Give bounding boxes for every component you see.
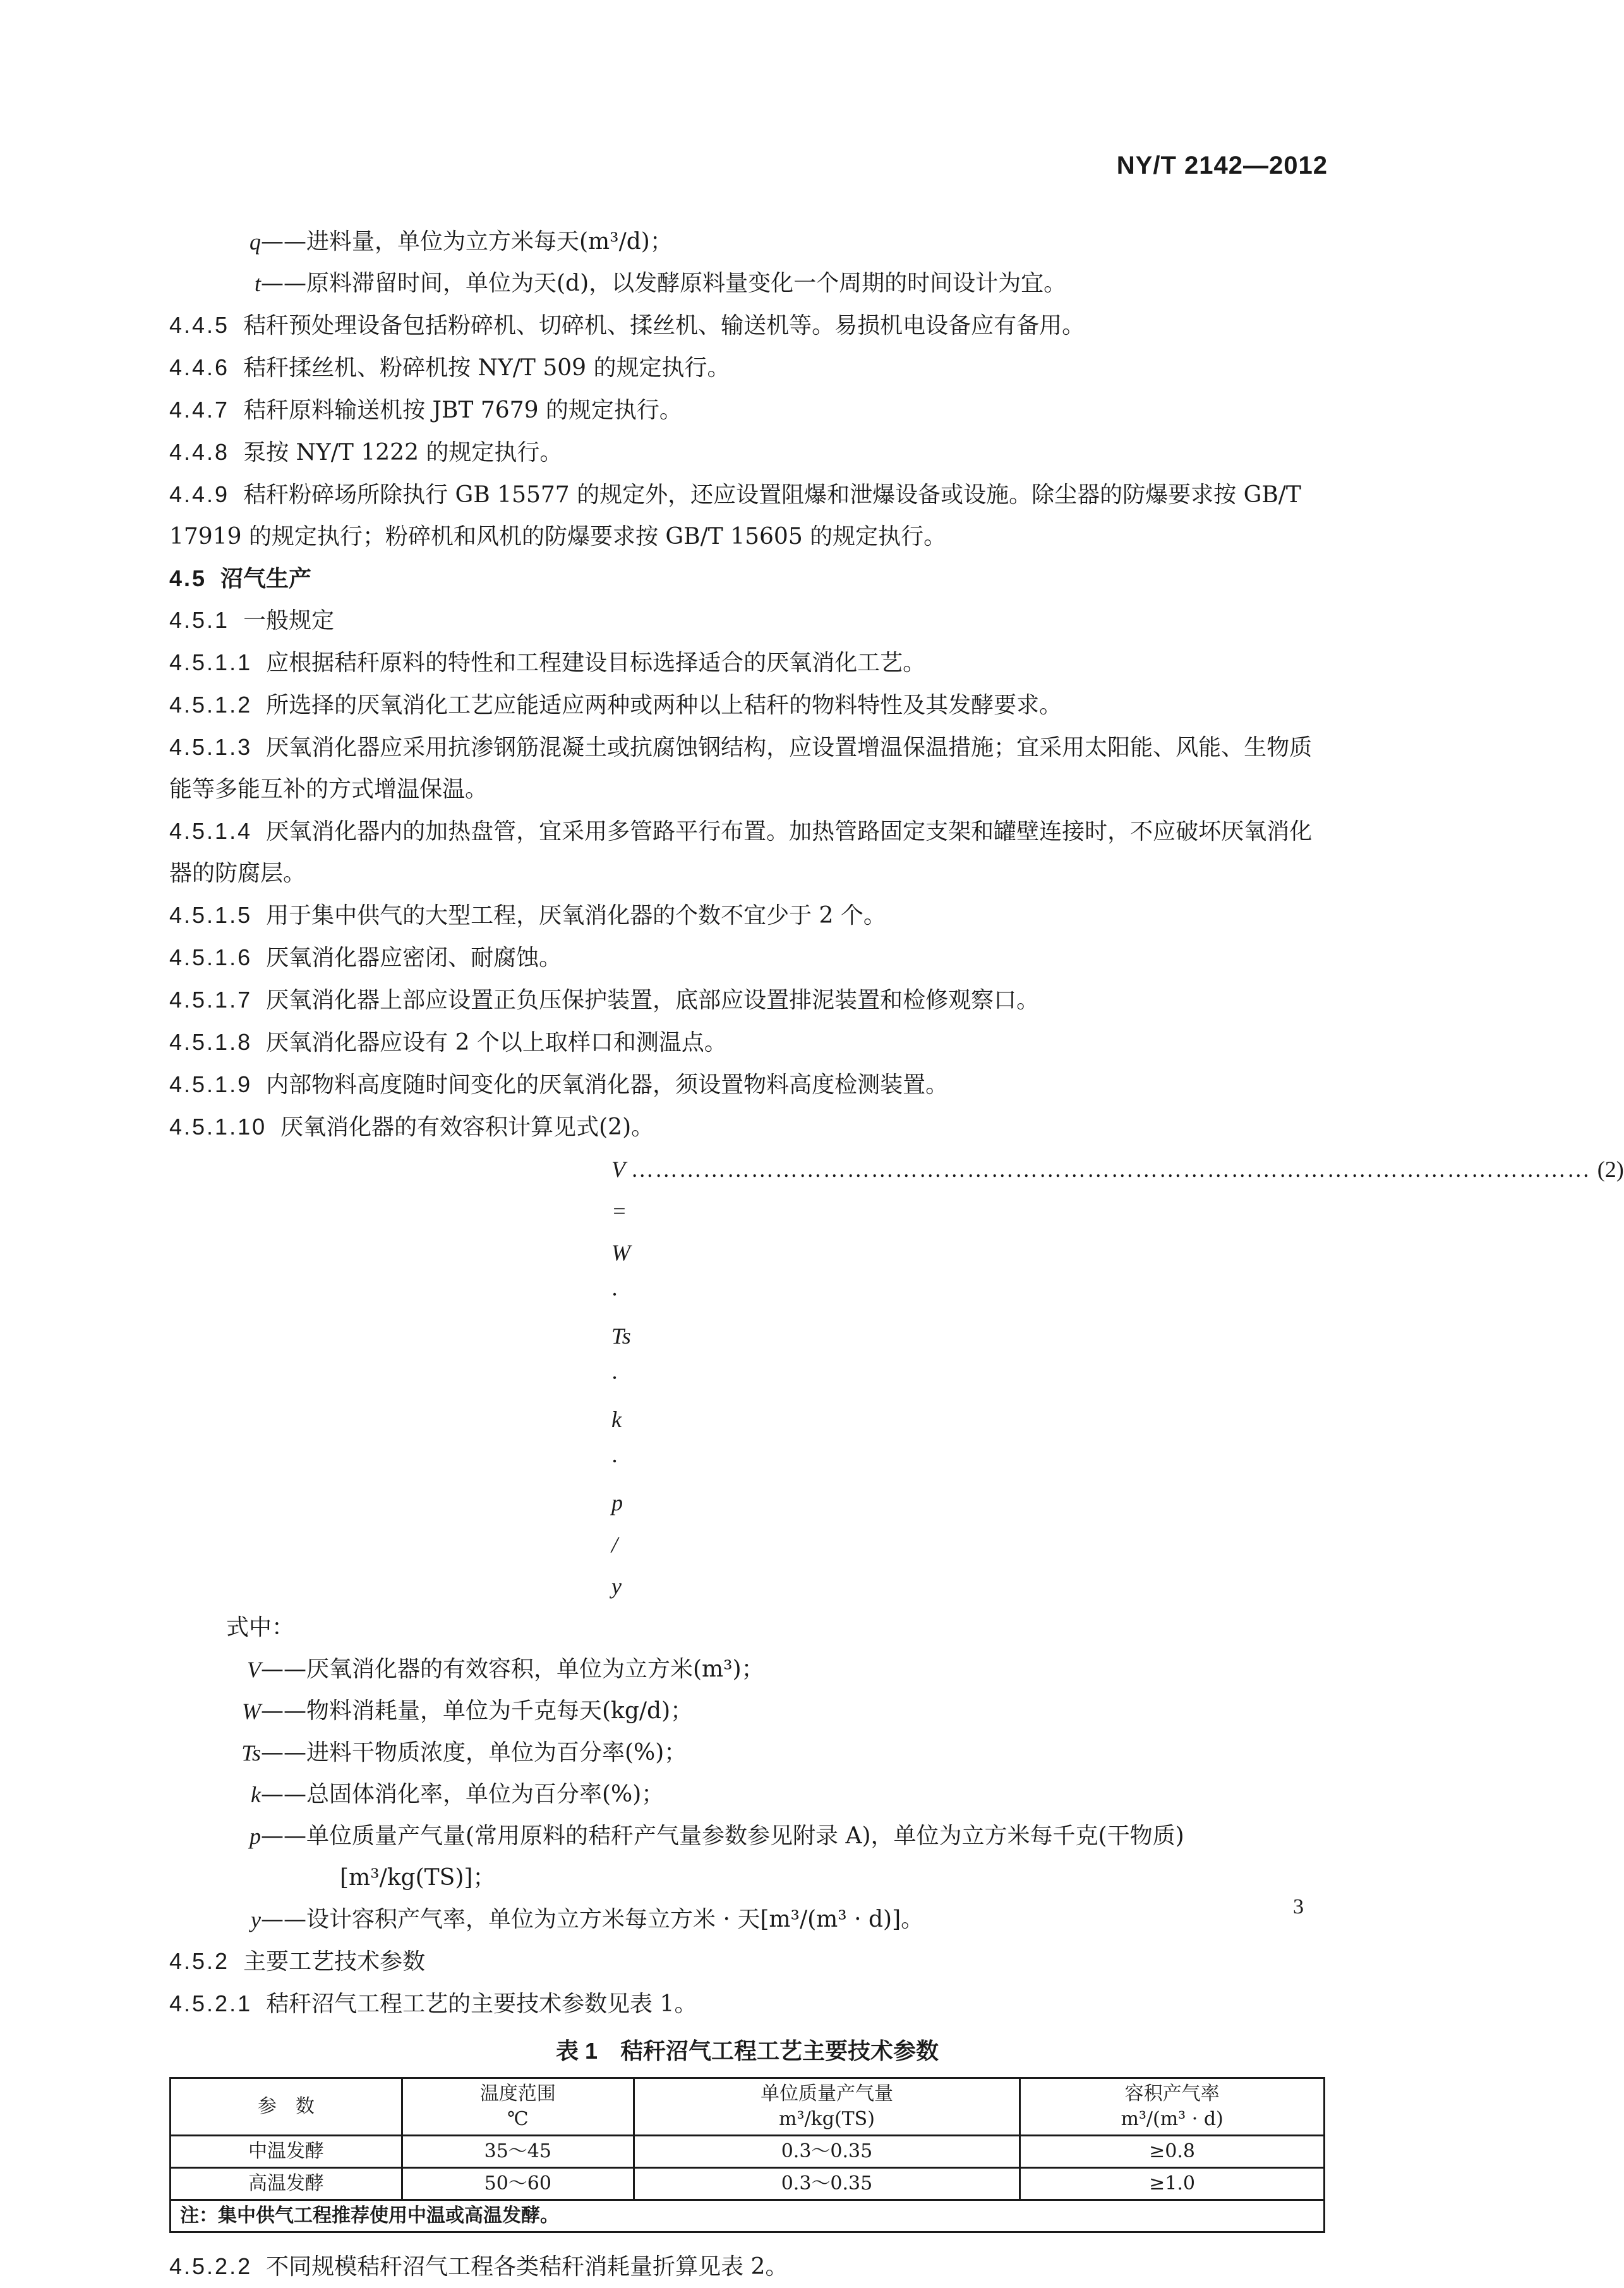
clause-4-5-1 (169, 599, 1325, 642)
definition-text: 物料消耗量，单位为千克每天(kg/d)； (306, 1698, 694, 1724)
clause-4-4-8 (169, 431, 1325, 474)
table-cell: ≥1.0 (1020, 2168, 1325, 2200)
clause-number: 4.4.8 (169, 439, 230, 465)
clause-text: 应根据秸秆原料的特性和工程建设目标选择适合的厌氧消化工艺。 (266, 650, 926, 676)
clause-text: 秸秆粉碎场所除执行 GB 15577 的规定外，还应设置阻爆和泄爆设备或设施。除尘器的防爆要求按 GB/T 17919 的规定执行；粉碎机和风机的防爆要求按 GB/T 15605 的规定执行。 (169, 482, 1301, 550)
clause-text: 不同规模秸秆沼气工程各类秸秆消耗量折算见表 2。 (266, 2254, 788, 2280)
symbol: q (250, 229, 261, 255)
standard-code-header: NY/T 2142—2012 (1116, 152, 1328, 179)
page-number: 3 (1293, 1895, 1304, 1918)
clause-text: 内部物料高度随时间变化的厌氧消化器，须设置物料高度检测装置。 (266, 1072, 949, 1098)
clause-text: 厌氧消化器应采用抗渗钢筋混凝土或抗腐蚀钢结构，应设置增温保温措施；宜采用太阳能、风能、生物质能等多能互补的方式增温保温。 (169, 735, 1313, 802)
table-cell: 35～45 (402, 2136, 634, 2168)
clause-4-5-2-1 (169, 1983, 1325, 2025)
dash: —— (261, 229, 306, 255)
dash: —— (261, 1698, 306, 1724)
symbol: W (242, 1699, 261, 1724)
table-cell: 0.3～0.35 (634, 2136, 1020, 2168)
symbol: V (247, 1657, 261, 1682)
clause-number: 4.5.1.10 (169, 1114, 267, 1140)
header-top: 容积产气率 (1124, 2083, 1220, 2105)
clause-4-4-6 (169, 347, 1325, 389)
definition-text: 厌氧消化器的有效容积，单位为立方米(m³)； (306, 1656, 764, 1682)
clause-4-5-1-1 (169, 642, 1325, 684)
clause-number: 4.5.2.2 (169, 2253, 253, 2279)
clause-number: 4.5.1.2 (169, 692, 253, 718)
table-note-row (171, 2200, 1325, 2232)
clause-text: 厌氧消化器应密闭、耐腐蚀。 (266, 945, 562, 971)
clause-4-4-7 (169, 389, 1325, 431)
clause-number: 4.5.1.5 (169, 902, 253, 928)
clause-4-5-2-2 (169, 2246, 1325, 2288)
clause-number: 4.5.1.4 (169, 818, 253, 844)
clause-text: 秸秆预处理设备包括粉碎机、切碎机、揉丝机、输送机等。易损机电设备应有备用。 (243, 313, 1085, 339)
definition-p (169, 1815, 1325, 1857)
clause-text: 厌氧消化器上部应设置正负压保护装置，底部应设置排泥装置和检修观察口。 (266, 987, 1040, 1013)
dash: —— (261, 1906, 306, 1932)
dash: —— (261, 1823, 306, 1849)
definition-k (169, 1774, 1325, 1815)
section-title: 沼气生产 (220, 565, 312, 592)
clause-4-5-1-6 (169, 937, 1325, 979)
header-bottom: m³/kg(TS) (779, 2108, 875, 2130)
definition-W (169, 1690, 1325, 1732)
clause-number: 4.5.1 (169, 607, 230, 633)
clause-text: 秸秆原料输送机按 JBT 7679 的规定执行。 (243, 397, 682, 423)
table-cell: 高温发酵 (171, 2168, 402, 2200)
header-bottom: m³/(m³ · d) (1121, 2108, 1224, 2130)
header-bottom: ℃ (507, 2108, 529, 2130)
clause-text: 秸秆揉丝机、粉碎机按 NY/T 509 的规定执行。 (243, 355, 730, 381)
table-row (171, 2168, 1325, 2200)
clause-text: 厌氧消化器的有效容积计算见式(2)。 (280, 1114, 654, 1140)
clause-text: 所选择的厌氧消化工艺应能适应两种或两种以上秸秆的物料特性及其发酵要求。 (266, 692, 1062, 718)
table-1 (169, 2077, 1325, 2233)
clause-4-5-1-5 (169, 894, 1325, 937)
dash: —— (261, 1740, 306, 1766)
definition-Ts (169, 1732, 1325, 1774)
table-cell: 中温发酵 (171, 2136, 402, 2168)
section-4-5-heading (169, 558, 1325, 599)
definition-text: 总固体消化率，单位为百分率(%)； (306, 1781, 665, 1807)
formula-2 (169, 1148, 1624, 1607)
table-cell: 50～60 (402, 2168, 634, 2200)
definition-text: 设计容积产气率，单位为立方米每立方米 · 天[m³/(m³ · d)]。 (306, 1906, 924, 1932)
header-cell (1020, 2078, 1325, 2136)
clause-text: 一般规定 (243, 608, 335, 634)
symbol: Ts (241, 1740, 261, 1766)
definition-q (169, 221, 1325, 263)
header-cell (171, 2078, 402, 2136)
header-cell (402, 2078, 634, 2136)
definition-text: 进料量，单位为立方米每天(m³/d)； (306, 229, 673, 255)
clause-4-5-1-9 (169, 1064, 1325, 1106)
clause-number: 4.4.9 (169, 481, 230, 507)
definition-text: 原料滞留时间，单位为天(d)，以发酵原料量变化一个周期的时间设计为宜。 (306, 270, 1067, 296)
header-cell (634, 2078, 1020, 2136)
table-cell: 0.3～0.35 (634, 2168, 1020, 2200)
clause-number: 4.5.2.1 (169, 1990, 253, 2016)
page-content (169, 221, 1624, 2288)
table-1-title: 表 1 秸秆沼气工程工艺主要技术参数 (555, 2038, 939, 2064)
symbol: t (254, 271, 261, 296)
where-label: 式中： (226, 1615, 295, 1641)
clause-text: 厌氧消化器内的加热盘管，宜采用多管路平行布置。加热管路固定支架和罐壁连接时，不应破坏厌氧消化器的防腐层。 (169, 819, 1313, 886)
clause-text: 泵按 NY/T 1222 的规定执行。 (243, 440, 563, 466)
formula-expression: V = W · Ts · k · p / y (611, 1157, 631, 1599)
clause-text: 厌氧消化器应设有 2 个以上取样口和测温点。 (266, 1030, 727, 1056)
clause-4-5-1-8 (169, 1021, 1325, 1064)
clause-number: 4.4.5 (169, 312, 230, 338)
clause-4-5-1-7 (169, 979, 1325, 1021)
symbol: y (251, 1907, 261, 1932)
clause-number: 4.5.1.6 (169, 944, 253, 970)
clause-4-5-1-2 (169, 684, 1325, 726)
dash: —— (261, 270, 306, 296)
clause-text: 秸秆沼气工程工艺的主要技术参数见表 1。 (266, 1991, 697, 2017)
clause-4-5-1-4 (169, 810, 1325, 894)
clause-number: 4.4.6 (169, 354, 230, 380)
clause-4-4-5 (169, 304, 1325, 347)
clause-number: 4.5.2 (169, 1948, 230, 1974)
clause-4-5-1-3 (169, 726, 1325, 810)
table-note: 注：集中供气工程推荐使用中温或高温发酵。 (171, 2200, 1325, 2232)
leader-dots: ………………………………………………………………………………………………………… (630, 1157, 1591, 1182)
symbol: k (251, 1782, 261, 1807)
header-top: 温度范围 (479, 2083, 556, 2105)
dash: —— (261, 1781, 306, 1807)
clause-4-5-2 (169, 1941, 1325, 1983)
clause-text: 用于集中供气的大型工程，厌氧消化器的个数不宜少于 2 个。 (266, 903, 886, 929)
definition-y (169, 1899, 1325, 1941)
header-top: 单位质量产气量 (760, 2083, 893, 2105)
clause-number: 4.5.1.8 (169, 1029, 253, 1055)
table-header-row (171, 2078, 1325, 2136)
clause-number: 4.4.7 (169, 397, 230, 423)
clause-4-5-1-10 (169, 1106, 1325, 1148)
equation-number: (2) (1597, 1157, 1624, 1182)
clause-number: 4.5.1.1 (169, 649, 253, 675)
clause-text: 主要工艺技术参数 (243, 1949, 426, 1975)
definition-t (169, 263, 1325, 304)
definition-text: 进料干物质浓度，单位为百分率(%)； (306, 1740, 687, 1766)
definition-p-continued: [m³/kg(TS)]； (340, 1865, 496, 1891)
symbol: p (250, 1824, 261, 1849)
clause-4-4-9 (169, 474, 1325, 558)
clause-number: 4.5.1.7 (169, 987, 253, 1013)
clause-number: 4.5.1.9 (169, 1071, 253, 1097)
clause-number: 4.5.1.3 (169, 734, 253, 760)
section-number: 4.5 (169, 565, 207, 591)
table-cell: ≥0.8 (1020, 2136, 1325, 2168)
dash: —— (261, 1656, 306, 1682)
definition-text: 单位质量产气量(常用原料的秸秆产气量参数参见附录 A)，单位为立方米每千克(干物质) (306, 1823, 1184, 1849)
definition-V (169, 1649, 1325, 1690)
header-top: 参 数 (257, 2095, 315, 2117)
table-row (171, 2136, 1325, 2168)
